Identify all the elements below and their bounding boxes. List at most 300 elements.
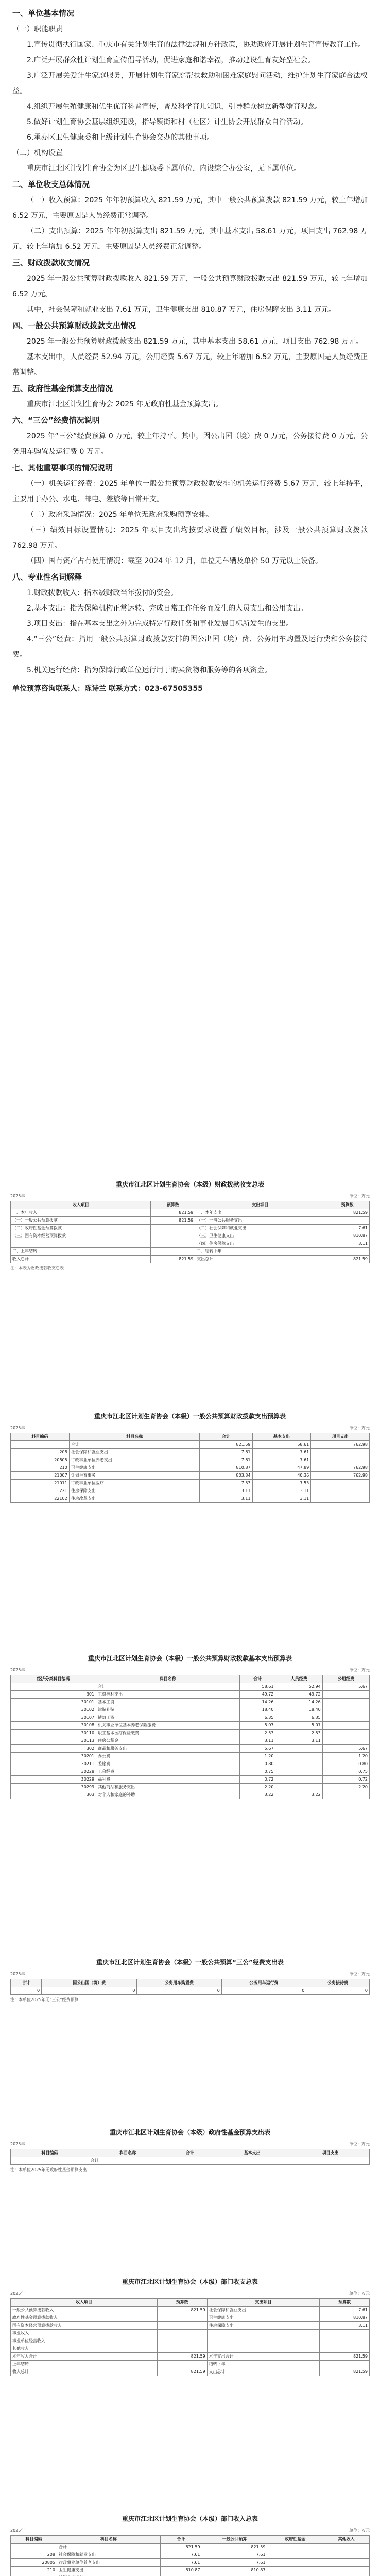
table-cell: 0 bbox=[42, 1987, 137, 1995]
table-year: 2025年 bbox=[10, 2291, 25, 2296]
table-year: 2025年 bbox=[10, 1194, 25, 1198]
column-header: 人员经费 bbox=[275, 1675, 322, 1683]
column-header: 其他收入 bbox=[323, 2536, 369, 2544]
table-cell: 5.07 bbox=[275, 1722, 322, 1730]
table-row bbox=[11, 1487, 370, 1495]
table-cell bbox=[323, 2567, 369, 2574]
table-cell: 821.59 bbox=[325, 1256, 370, 1263]
table-cell: 49.72 bbox=[275, 1691, 322, 1699]
table-cell: （四）住房保障支出 bbox=[195, 1240, 325, 1248]
table-cell: 762.98 bbox=[311, 1472, 370, 1480]
table-cell bbox=[267, 2559, 323, 2567]
table-cell: 30113 bbox=[11, 1737, 96, 1745]
table-cell: 30229 bbox=[11, 1776, 96, 1784]
table-cell: 本年收入合计 bbox=[11, 2353, 158, 2361]
table-cell: 6.35 bbox=[275, 1714, 322, 1722]
table-cell bbox=[157, 2361, 207, 2368]
table-cell bbox=[275, 1776, 322, 1784]
section-heading-sangong: 六、“三公”经费情况说明 bbox=[12, 416, 100, 425]
table-cell: 52.94 bbox=[275, 1683, 322, 1691]
table-cell bbox=[160, 2574, 202, 2576]
table-cell bbox=[320, 2361, 370, 2368]
column-header: 合计 bbox=[160, 2536, 202, 2544]
paragraph: 2.广泛开展群众性计划生育宣传倡导活动，促进家庭和谐幸福，推动建设生育友好型社会。 bbox=[27, 56, 315, 64]
table-meta bbox=[10, 1667, 370, 1673]
table-row bbox=[11, 1791, 370, 1799]
table-section bbox=[10, 2277, 370, 2499]
table-cell bbox=[325, 1217, 370, 1225]
table-header-row bbox=[11, 1201, 370, 1209]
table-cell bbox=[11, 2574, 57, 2576]
table-meta bbox=[10, 2291, 370, 2296]
budget-table bbox=[10, 1433, 370, 1503]
section-heading-other: 七、其他重要事项的情况说明 bbox=[12, 463, 113, 472]
table-title: 重庆市江北区计划生育协会（本级）一般公共预算“三公”经费支出表 bbox=[96, 1959, 284, 1966]
table-cell bbox=[320, 2345, 370, 2353]
column-header: 项目支出 bbox=[311, 1433, 370, 1441]
table-section bbox=[10, 1958, 370, 2112]
table-note: 注：本表为财政拨款收支总表 bbox=[10, 1266, 64, 1270]
section-heading-terms: 八、专业性名词解释 bbox=[12, 572, 82, 582]
table-cell: 住房保障支出 bbox=[69, 1487, 200, 1495]
paragraph-sangong: 2025 年“三公”经费预算 0 万元，较上年持平。其中，因公出国（境）费 0 万元，公务接待费 0 万元，公务用车购置及运行费 0 万元。 bbox=[12, 432, 368, 456]
table-cell bbox=[157, 2314, 207, 2322]
column-header: 公务接待费 bbox=[306, 1979, 370, 1987]
table-cell bbox=[323, 2544, 369, 2551]
table-cell: 14.26 bbox=[275, 1699, 322, 1706]
table-cell: 821.59 bbox=[325, 1209, 370, 1217]
table-cell bbox=[157, 2345, 207, 2353]
table-cell: 0 bbox=[306, 1987, 370, 1995]
table-cell: 208 bbox=[11, 2551, 57, 2559]
table-cell bbox=[151, 1240, 195, 1248]
table-cell: 821.59 bbox=[320, 2368, 370, 2376]
table-row bbox=[11, 2559, 370, 2567]
table-cell: 30299 bbox=[11, 1784, 96, 1791]
table-cell: 1.20 bbox=[239, 1753, 275, 1760]
table-row bbox=[11, 1745, 370, 1753]
table-cell: 30110 bbox=[11, 1730, 96, 1737]
table-row bbox=[11, 2574, 370, 2576]
table-cell bbox=[167, 2157, 213, 2165]
table-cell: 7.61 bbox=[320, 2307, 370, 2314]
table-section bbox=[10, 1654, 370, 1942]
table-note: 注：本单位2025年无政府性基金预算支出 bbox=[10, 2167, 87, 2172]
table-cell bbox=[267, 2551, 323, 2559]
table-year: 2025年 bbox=[10, 1972, 25, 1976]
column-header: 预算数 bbox=[325, 1201, 370, 1209]
table-cell: 7.61 bbox=[200, 1449, 252, 1456]
table-unit: 单位：万元 bbox=[349, 1668, 370, 1672]
table-row bbox=[11, 2345, 370, 2353]
table-cell bbox=[275, 1784, 322, 1791]
table-cell bbox=[57, 2574, 161, 2576]
table-cell: 收入总计 bbox=[11, 1256, 151, 1263]
paragraph: （四）国有资产占有使用情况：截至 2024 年 12 月，单位无车辆及单价 50 万元以上设备。 bbox=[27, 557, 322, 565]
table-cell bbox=[322, 1706, 369, 1714]
column-header: 支出项目 bbox=[207, 2299, 320, 2307]
table-cell: 3.11 bbox=[252, 1495, 311, 1503]
table-cell: 0.80 bbox=[239, 1760, 275, 1768]
paragraph: 5.做好计划生育协会基层组织建设，指导镇街和村（社区）计生协会开展群众自治活动。 bbox=[27, 118, 308, 126]
section-heading-fund: 五、政府性基金预算支出情况 bbox=[12, 384, 113, 393]
table-cell: 3.11 bbox=[325, 1240, 370, 1248]
table-row bbox=[11, 2330, 370, 2337]
table-cell: 7.53 bbox=[252, 1480, 311, 1487]
table-unit: 单位：万元 bbox=[349, 2291, 370, 2296]
paragraph: 基本支出中，人员经费 52.94 万元，公用经费 5.67 万元，较上年增加 6.52 万元，主要原因是人员经费正常调整。 bbox=[12, 353, 368, 377]
table-row bbox=[11, 1760, 370, 1768]
table-cell bbox=[11, 1441, 70, 1449]
table-cell: 政府性基金预算拨款收入 bbox=[11, 2314, 158, 2322]
table-cell: 30108 bbox=[11, 1722, 96, 1730]
table-cell bbox=[275, 1760, 322, 1768]
budget-table bbox=[10, 1675, 370, 1799]
column-header: 基本支出 bbox=[252, 1433, 311, 1441]
table-cell: 22102 bbox=[11, 1495, 70, 1503]
table-cell bbox=[322, 1730, 369, 1737]
table-cell bbox=[11, 1240, 151, 1248]
column-header: 科目名称 bbox=[89, 2149, 167, 2157]
table-header-row bbox=[11, 2149, 370, 2157]
table-cell bbox=[275, 1745, 322, 1753]
table-row bbox=[11, 2337, 370, 2345]
column-header: 科目名称 bbox=[57, 2536, 161, 2544]
table-cell: 其他收入 bbox=[11, 2345, 158, 2353]
table-cell: 1.20 bbox=[322, 1753, 369, 1760]
column-header: 支出项目 bbox=[195, 1201, 325, 1209]
table-cell: 对个人和家庭的补助 bbox=[96, 1791, 239, 1799]
table-cell: 本年支出合计 bbox=[207, 2353, 320, 2361]
table-cell bbox=[322, 1691, 369, 1699]
table-cell: 18.40 bbox=[275, 1706, 322, 1714]
table-cell: 基本工资 bbox=[96, 1699, 239, 1706]
table-cell bbox=[311, 1480, 370, 1487]
table-cell: （三）国有资本经营预算拨款 bbox=[11, 1232, 151, 1240]
table-cell: 3.22 bbox=[275, 1791, 322, 1799]
table-cell: 821.59 bbox=[157, 2307, 207, 2314]
table-row bbox=[11, 2567, 370, 2574]
table-title: 重庆市江北区计划生育协会（本级）部门收支总表 bbox=[122, 2278, 258, 2285]
table-cell: 3.11 bbox=[320, 2322, 370, 2330]
table-cell: 18.40 bbox=[239, 1706, 275, 1714]
table-row bbox=[11, 2314, 370, 2322]
table-cell: 二、结转下年 bbox=[195, 1248, 325, 1256]
table-row bbox=[11, 1776, 370, 1784]
table-section bbox=[10, 1412, 370, 1638]
table-row bbox=[11, 2544, 370, 2551]
table-cell: 上年结转 bbox=[11, 2361, 158, 2368]
table-cell: 国有资本经营预算拨款收入 bbox=[11, 2322, 158, 2330]
table-cell: 821.59 bbox=[157, 2353, 207, 2361]
table-year: 2025年 bbox=[10, 2142, 25, 2146]
table-cell: 30102 bbox=[11, 1706, 96, 1714]
table-unit: 单位：万元 bbox=[349, 2142, 370, 2146]
table-cell: 810.87 bbox=[200, 1464, 252, 1472]
section-heading-general: 四、一般公共预算财政拨款支出情况 bbox=[12, 321, 136, 330]
table-cell: 社会保障和就业支出 bbox=[207, 2307, 320, 2314]
table-cell bbox=[311, 1449, 370, 1456]
table-cell bbox=[275, 1768, 322, 1776]
table-cell: 210 bbox=[11, 2567, 57, 2574]
table-cell: 7.61 bbox=[202, 2559, 267, 2567]
table-cell bbox=[323, 2574, 369, 2576]
table-cell bbox=[157, 2330, 207, 2337]
table-row bbox=[11, 1240, 370, 1248]
table-cell bbox=[207, 2345, 320, 2353]
table-row bbox=[11, 1730, 370, 1737]
table-cell: 一、本年收入 bbox=[11, 1209, 151, 1217]
table-cell bbox=[151, 1225, 195, 1232]
column-header: 基本支出 bbox=[213, 2149, 291, 2157]
table-cell: 绩效工资 bbox=[96, 1714, 239, 1722]
table-cell: 5.07 bbox=[239, 1722, 275, 1730]
table-cell: 结转下年 bbox=[207, 2361, 320, 2368]
table-cell: 职工基本医疗保险缴费 bbox=[96, 1730, 239, 1737]
table-cell: 2.20 bbox=[239, 1784, 275, 1791]
table-cell: 30107 bbox=[11, 1714, 96, 1722]
table-row bbox=[11, 1784, 370, 1791]
table-cell bbox=[151, 1248, 195, 1256]
budget-table bbox=[10, 2535, 370, 2576]
paragraph: 6.承办区卫生健康委和上级计划生育协会交办的其他事项。 bbox=[27, 133, 214, 142]
table-cell: 卫生健康支出 bbox=[57, 2567, 161, 2574]
table-cell: 21007 bbox=[11, 1472, 70, 1480]
paragraph: 2025 年一般公共预算财政拨款收入 821.59 万元，一般公共预算财政拨款支出 821.59 万元，较上年增加 6.52 万元。 bbox=[12, 275, 368, 298]
paragraph: 3.广泛开展关爱计生家庭服务，开展计划生育家庭帮扶救助和困难家庭慰问活动，维护计划生育家庭合法权益。 bbox=[12, 72, 368, 95]
table-year: 2025年 bbox=[10, 1668, 25, 1672]
contact-line: 单位预算咨询联系人：陈诗兰 联系方式：023-67505355 bbox=[12, 685, 203, 693]
table-row bbox=[11, 2551, 370, 2559]
table-cell: 卫生健康支出 bbox=[69, 1464, 200, 1472]
table-row bbox=[11, 1753, 370, 1760]
table-cell bbox=[322, 1722, 369, 1730]
table-cell: 0.72 bbox=[239, 1776, 275, 1784]
table-cell: 821.59 bbox=[157, 2368, 207, 2376]
table-cell: 3.11 bbox=[275, 1737, 322, 1745]
table-cell: 7.61 bbox=[160, 2551, 202, 2559]
table-row bbox=[11, 1737, 370, 1745]
table-row bbox=[11, 1472, 370, 1480]
paragraph: 2.基本支出：指为保障机构正常运转、完成日常工作任务而发生的人员支出和公用支出。 bbox=[27, 604, 308, 613]
table-cell bbox=[320, 2337, 370, 2345]
paragraph: 4.组织开展生殖健康和优生优育科普宣传，普及科学育儿知识，引导群众树立新型婚育观念。 bbox=[27, 103, 322, 111]
column-header: 科目名称 bbox=[69, 1433, 200, 1441]
table-cell: 3.22 bbox=[239, 1791, 275, 1799]
table-cell: 行政事业单位养老支出 bbox=[57, 2559, 161, 2567]
table-row bbox=[11, 2368, 370, 2376]
table-cell: 一般公共预算拨款收入 bbox=[11, 2307, 158, 2314]
column-header: 科目编码 bbox=[11, 1433, 70, 1441]
table-cell: 210 bbox=[11, 1464, 70, 1472]
table-cell: 二、上年结转 bbox=[11, 1248, 151, 1256]
table-cell: 30101 bbox=[11, 1699, 96, 1706]
table-cell: （三）卫生健康支出 bbox=[195, 1232, 325, 1240]
table-cell: 21011 bbox=[11, 1480, 70, 1487]
table-cell bbox=[207, 2330, 320, 2337]
table-cell bbox=[323, 2551, 369, 2559]
table-row bbox=[11, 2361, 370, 2368]
table-header-row bbox=[11, 1433, 370, 1441]
table-cell bbox=[11, 1683, 96, 1691]
table-cell: 810.87 bbox=[202, 2567, 267, 2574]
paragraph-fund: 重庆市江北区计划生育协会 2025 年无政府性基金预算支出。 bbox=[27, 400, 223, 409]
table-cell bbox=[311, 1456, 370, 1464]
table-cell bbox=[322, 1791, 369, 1799]
table-cell: 办公费 bbox=[96, 1753, 239, 1760]
table-cell: 30211 bbox=[11, 1760, 96, 1768]
column-header: 合计 bbox=[200, 1433, 252, 1441]
paragraph: 3.项目支出：指在基本支出之外为完成特定行政任务和事业发展目标所发生的支出。 bbox=[27, 620, 293, 628]
paragraph-structure: 重庆市江北区计划生育协会为区卫生健康委下属单位，内设综合办公室，无下属单位。 bbox=[27, 164, 301, 173]
column-header: 科目编码 bbox=[11, 2149, 89, 2157]
table-cell: 0.72 bbox=[322, 1776, 369, 1784]
table-cell: 社会保障和就业支出 bbox=[69, 1449, 200, 1456]
column-header: 合计 bbox=[167, 2149, 213, 2157]
table-unit: 单位：万元 bbox=[349, 1972, 370, 1976]
table-cell bbox=[325, 1248, 370, 1256]
column-header: 公务用车运行费 bbox=[221, 1979, 306, 1987]
table-cell bbox=[267, 2574, 323, 2576]
table-cell: 其他商品和服务支出 bbox=[96, 1784, 239, 1791]
column-header: 科目编码 bbox=[11, 2536, 57, 2544]
table-section bbox=[10, 1180, 370, 1396]
table-row bbox=[11, 1480, 370, 1487]
table-cell: 821.59 bbox=[202, 2544, 267, 2551]
table-row bbox=[11, 2307, 370, 2314]
table-cell: 5.67 bbox=[322, 1683, 369, 1691]
table-row bbox=[11, 1722, 370, 1730]
table-cell: 30228 bbox=[11, 1768, 96, 1776]
table-cell: 0 bbox=[11, 1987, 42, 1995]
table-cell: 3.11 bbox=[200, 1487, 252, 1495]
paragraph: （一）机关运行经费：2025 年单位一般公共预算财政拨款安排的机关运行经费 5.67 万元，较上年持平，主要用于办公、水电、邮电、差旅等日常开支。 bbox=[12, 480, 368, 503]
table-section bbox=[10, 2514, 370, 2576]
paragraph: 其中，社会保障和就业支出 7.61 万元，卫生健康支出 810.87 万元，住房保障支出 3.11 万元。 bbox=[27, 306, 336, 314]
table-cell bbox=[291, 2157, 370, 2165]
table-meta bbox=[10, 2141, 370, 2147]
table-row bbox=[11, 1699, 370, 1706]
table-cell: （二）社会保障和就业支出 bbox=[195, 1225, 325, 1232]
table-cell bbox=[322, 1699, 369, 1706]
table-cell bbox=[151, 1232, 195, 1240]
table-cell: 58.61 bbox=[239, 1683, 275, 1691]
table-cell bbox=[157, 2322, 207, 2330]
table-cell bbox=[11, 2544, 57, 2551]
table-cell: 0.75 bbox=[239, 1768, 275, 1776]
table-cell bbox=[157, 2337, 207, 2345]
column-header: 收入项目 bbox=[11, 2299, 158, 2307]
table-cell: 事业单位经营收入 bbox=[11, 2337, 158, 2345]
table-cell: 821.59 bbox=[151, 1217, 195, 1225]
table-cell: 合计 bbox=[69, 1441, 200, 1449]
table-cell: 221 bbox=[11, 1487, 70, 1495]
column-header: 公务用车购置费 bbox=[137, 1979, 221, 1987]
table-cell: 821.59 bbox=[200, 1441, 252, 1449]
table-row bbox=[11, 1464, 370, 1472]
subheading-structure: （二）机构设置 bbox=[12, 149, 63, 157]
section-heading-budget: 二、单位收支总体情况 bbox=[12, 180, 90, 189]
other-list bbox=[12, 476, 368, 569]
table-cell: 47.89 bbox=[252, 1464, 311, 1472]
table-cell: 3.11 bbox=[239, 1737, 275, 1745]
table-cell: 803.34 bbox=[200, 1472, 252, 1480]
paragraph: （二）政府采购情况：2025 年单位无政府采购预算安排。 bbox=[27, 511, 214, 519]
general-list bbox=[12, 334, 368, 380]
table-row bbox=[11, 2322, 370, 2330]
table-row bbox=[11, 1495, 370, 1503]
table-cell: 7.61 bbox=[200, 1456, 252, 1464]
paragraph: 4.“三公”经费：指用一般公共预算财政拨款安排的因公出国（境）费、公务用车购置及运行费和公务接待费。 bbox=[12, 635, 368, 659]
paragraph: （二）支出预算：2025 年年初预算支出 821.59 万元，其中基本支出 58.61 万元，项目支出 762.98 万元，较上年增加 6.52 万元，主要原因是人员经费正常调整。 bbox=[12, 227, 368, 251]
column-header: 政府性基金 bbox=[267, 2536, 323, 2544]
table-cell: 支出总计 bbox=[207, 2368, 320, 2376]
table-row bbox=[11, 1225, 370, 1232]
table-cell: 762.98 bbox=[311, 1441, 370, 1449]
table-cell: 821.59 bbox=[151, 1256, 195, 1263]
table-cell: 收入总计 bbox=[11, 2368, 158, 2376]
table-cell bbox=[322, 1737, 369, 1745]
table-unit: 单位：万元 bbox=[349, 1194, 370, 1198]
table-row bbox=[11, 1714, 370, 1722]
table-cell: 7.53 bbox=[200, 1480, 252, 1487]
table-cell: 5.67 bbox=[239, 1745, 275, 1753]
table-cell bbox=[323, 2559, 369, 2567]
column-header: 科目名称 bbox=[96, 1675, 239, 1683]
fiscal-list bbox=[12, 271, 368, 317]
table-cell: 762.98 bbox=[311, 1464, 370, 1472]
paragraph: （三）绩效目标设置情况：2025 年项目支出均按要求设置了绩效目标，涉及一般公共预算财政拨款 762.98 万元。 bbox=[12, 526, 368, 550]
table-cell: 303 bbox=[11, 1791, 96, 1799]
table-cell bbox=[11, 2157, 89, 2165]
table-year: 2025年 bbox=[10, 2528, 25, 2533]
table-cell: 津贴补贴 bbox=[96, 1706, 239, 1714]
column-header: 一般公共预算 bbox=[202, 2536, 267, 2544]
table-cell bbox=[275, 1753, 322, 1760]
column-header: 收入项目 bbox=[11, 1201, 151, 1209]
table-cell: 2.53 bbox=[275, 1730, 322, 1737]
table-cell: 社会保障和就业支出 bbox=[57, 2551, 161, 2559]
table-cell: 30201 bbox=[11, 1753, 96, 1760]
table-title: 重庆市江北区计划生育协会（本级）一般公共预算财政拨款基本支出预算表 bbox=[88, 1655, 292, 1662]
table-cell: （一）一般公共预算拨款 bbox=[11, 1217, 151, 1225]
table-cell: 20805 bbox=[11, 2559, 57, 2567]
table-cell: 40.36 bbox=[252, 1472, 311, 1480]
table-cell: 49.72 bbox=[239, 1691, 275, 1699]
table-cell: 住房公积金 bbox=[96, 1737, 239, 1745]
table-cell: （二）政府性基金预算拨款 bbox=[11, 1225, 151, 1232]
table-cell: 301 bbox=[11, 1691, 96, 1699]
table-cell: 0 bbox=[137, 1987, 221, 1995]
table-cell: 行政事业单位医疗 bbox=[69, 1480, 200, 1487]
table-title: 重庆市江北区计划生育协会（本级）一般公共预算财政拨款支出预算表 bbox=[94, 1413, 286, 1420]
table-cell: 支出总计 bbox=[195, 1256, 325, 1263]
table-row bbox=[11, 1232, 370, 1240]
table-meta bbox=[10, 1193, 370, 1199]
table-meta bbox=[10, 2528, 370, 2533]
column-header: 预算数 bbox=[157, 2299, 207, 2307]
table-cell: 58.61 bbox=[252, 1441, 311, 1449]
table-unit: 单位：万元 bbox=[349, 1426, 370, 1430]
table-note: 注：本单位2025年无“三公”经费预算 bbox=[10, 1997, 79, 2002]
table-header-row bbox=[11, 2536, 370, 2544]
table-cell: 合计 bbox=[96, 1683, 239, 1691]
budget-table bbox=[10, 2149, 370, 2165]
table-cell: 合计 bbox=[57, 2544, 161, 2551]
table-year: 2025年 bbox=[10, 1426, 25, 1430]
table-header-row bbox=[11, 1979, 370, 1987]
column-header: 预算数 bbox=[151, 1201, 195, 1209]
